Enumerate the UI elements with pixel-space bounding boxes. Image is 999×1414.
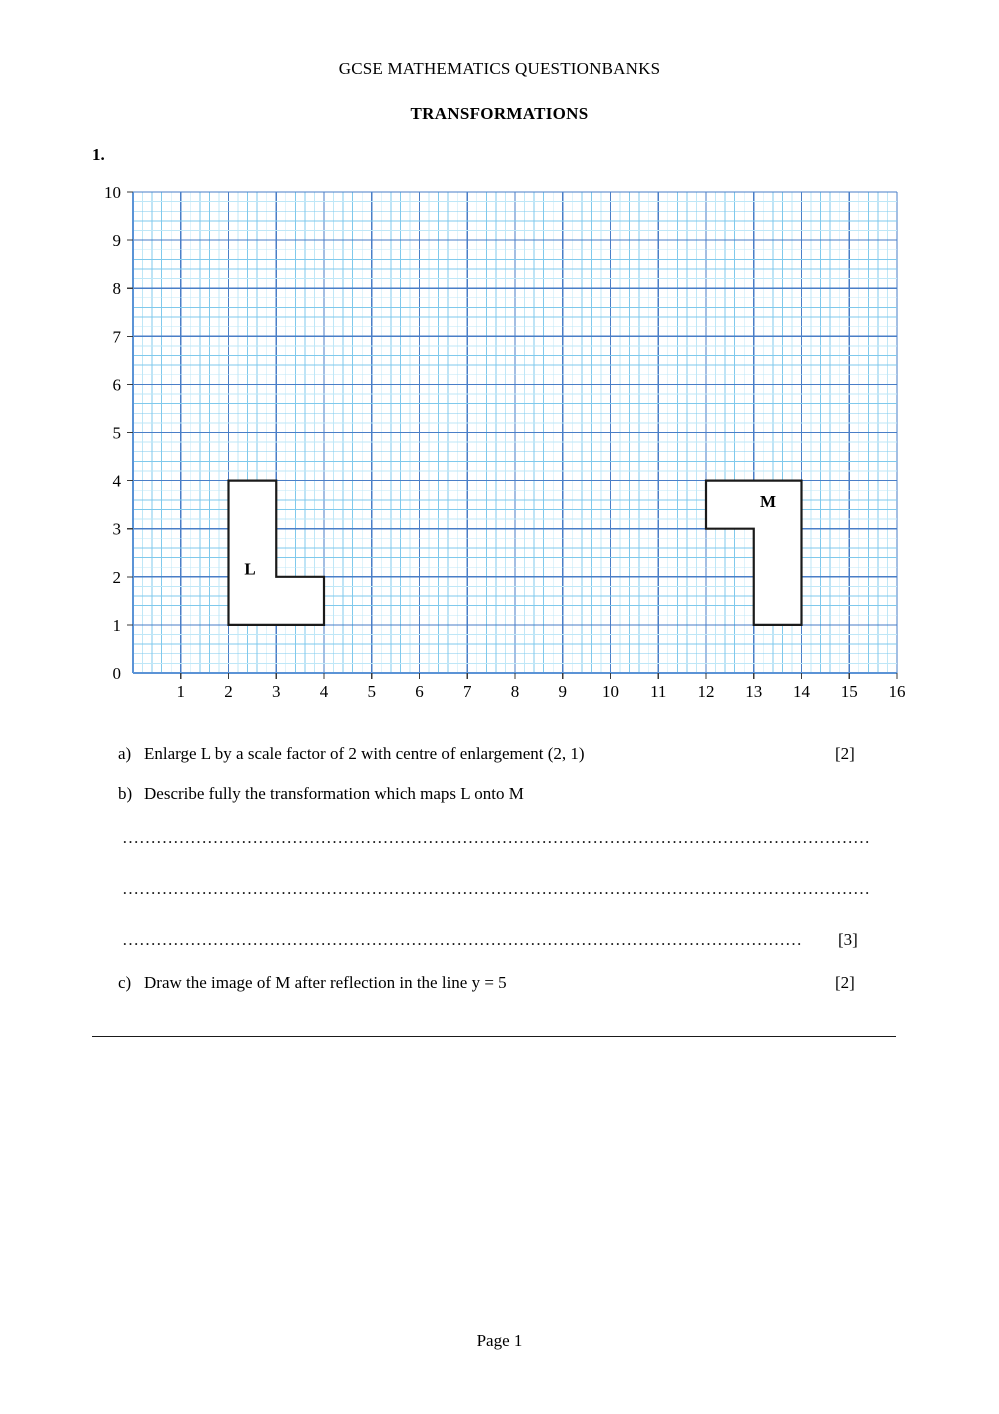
question-c-marks: [2] — [835, 973, 855, 992]
y-tick-label: 10 — [104, 183, 121, 202]
x-tick-label: 2 — [224, 682, 233, 701]
answer-line-3[interactable]: ………………………………………………………………………………………………………… — [122, 930, 802, 949]
answer-line-1[interactable]: …………………………………………………………………………………………………………………… — [122, 828, 870, 847]
x-tick-label: 1 — [176, 682, 185, 701]
question-a-marks: [2] — [835, 744, 855, 763]
page-footer: Page 1 — [476, 1331, 523, 1350]
x-tick-label: 15 — [840, 682, 858, 701]
x-tick-label: 5 — [367, 682, 376, 701]
question-a-text: Enlarge L by a scale factor of 2 with centre of enlargement (2, 1) — [144, 744, 585, 763]
x-tick-label: 6 — [415, 682, 424, 701]
y-tick-label: 9 — [112, 231, 121, 251]
question-c — [118, 973, 507, 993]
question-b-marks: [3] — [838, 930, 858, 949]
page-subtitle: TRANSFORMATIONS — [410, 104, 589, 123]
y-tick-label: 4 — [112, 471, 121, 491]
question-b-label: b) — [118, 784, 133, 803]
x-tick-label: 3 — [272, 682, 281, 701]
y-tick-label: 8 — [112, 279, 121, 299]
shape-label-L: L — [244, 559, 256, 579]
question-a — [118, 744, 585, 764]
y-tick-label: 2 — [112, 567, 121, 587]
x-tick-label: 12 — [697, 682, 715, 701]
question-a-label: a) — [118, 744, 132, 763]
question-b-text: Describe fully the transformation which maps L onto M — [144, 784, 524, 803]
shape-label-M: M — [760, 492, 777, 512]
question-c-label: c) — [118, 973, 132, 992]
x-tick-label: 16 — [888, 682, 906, 701]
question-number: 1. — [92, 145, 105, 164]
x-tick-label: 7 — [463, 682, 472, 701]
question-b — [118, 784, 524, 804]
answer-line-2[interactable]: …………………………………………………………………………………………………………………… — [122, 879, 870, 898]
y-tick-label: 7 — [112, 327, 121, 347]
y-tick-label: 6 — [112, 375, 121, 395]
y-tick-label: 3 — [112, 519, 121, 539]
question-c-text: Draw the image of M after reflection in the line y = 5 — [144, 973, 507, 992]
x-tick-label: 13 — [745, 682, 763, 701]
x-tick-label: 11 — [650, 682, 667, 701]
x-tick-label: 4 — [319, 682, 329, 701]
x-tick-label: 8 — [510, 682, 520, 701]
x-tick-label: 9 — [558, 682, 567, 701]
y-tick-label: 0 — [112, 664, 121, 683]
x-axis-ticks — [177, 673, 906, 701]
page-title: GCSE MATHEMATICS QUESTIONBANKS — [338, 59, 661, 78]
x-tick-label: 14 — [793, 682, 810, 701]
y-axis-ticks — [104, 183, 133, 683]
section-divider — [92, 1036, 896, 1037]
x-tick-label: 10 — [602, 682, 619, 701]
y-tick-label: 1 — [112, 615, 121, 635]
y-tick-label: 5 — [112, 423, 121, 443]
